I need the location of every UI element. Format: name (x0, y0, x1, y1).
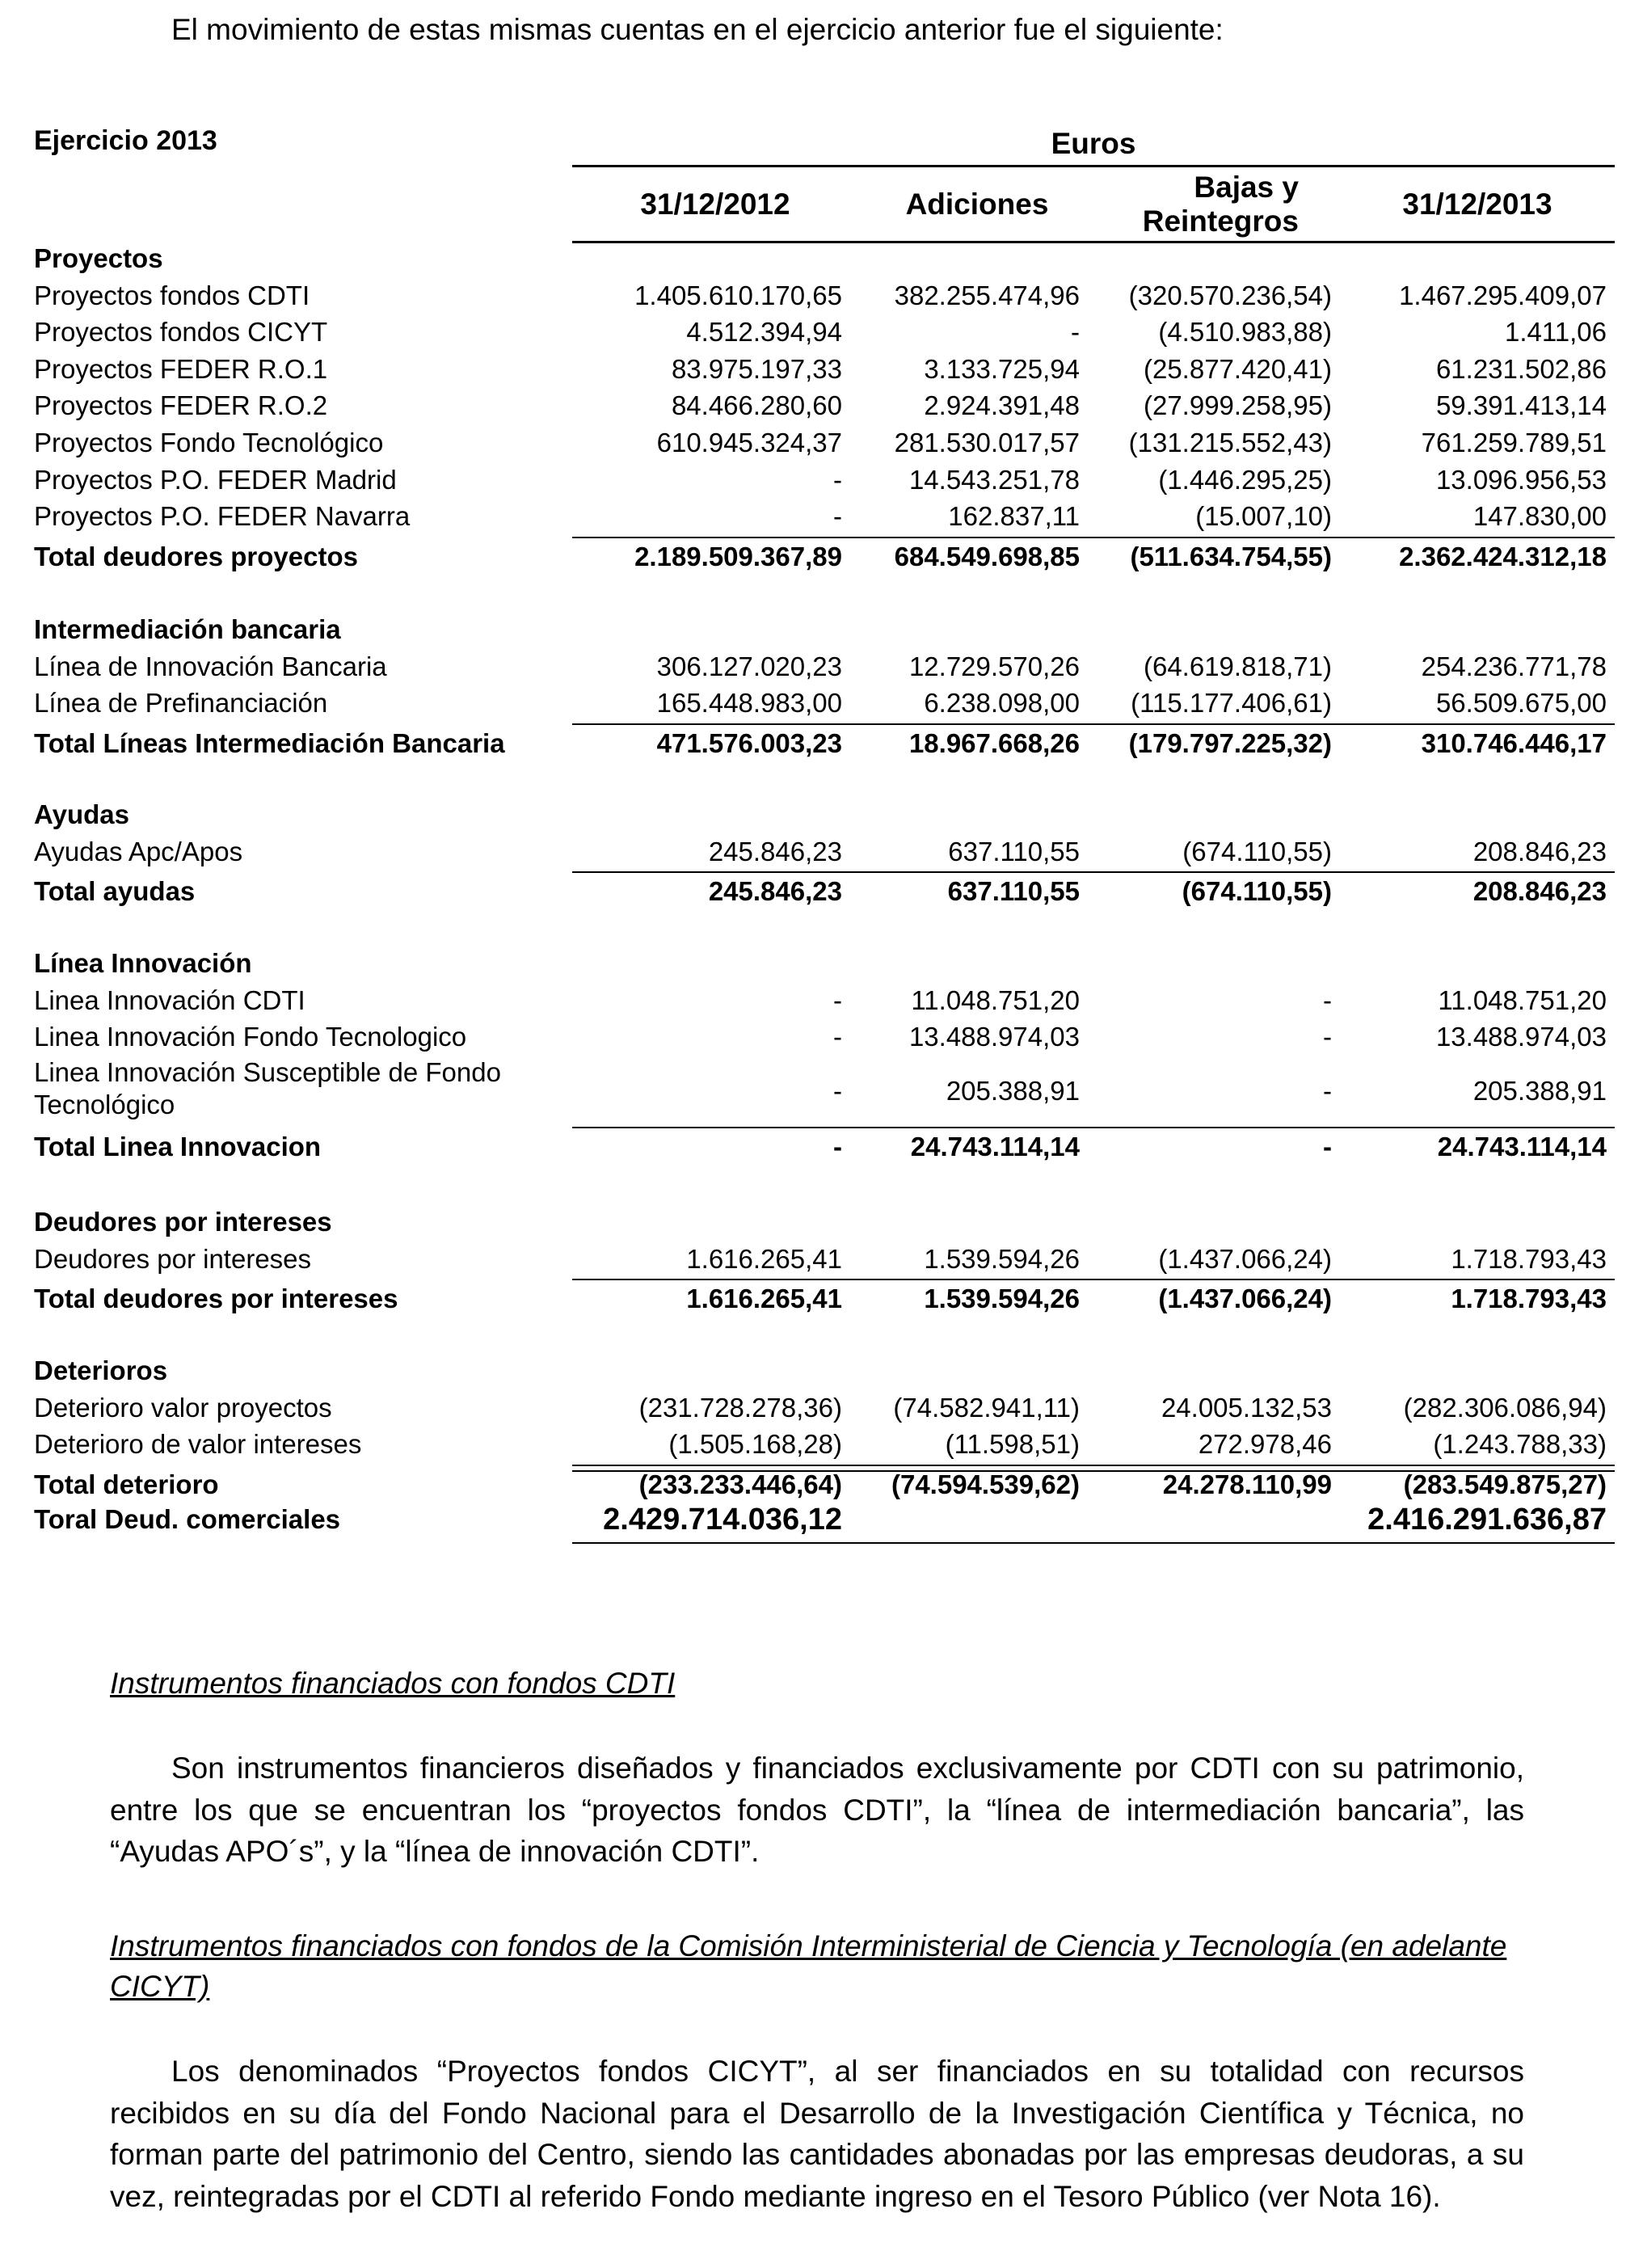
value-cell: 2.416.291.636,87 (1367, 1503, 1607, 1537)
table-row (0, 649, 1643, 685)
value-cell: - (1071, 317, 1080, 348)
value-cell: (511.634.754,55) (1130, 541, 1332, 571)
row-label: Total deudores proyectos (34, 541, 358, 571)
value-cell: 24.743.114,14 (1437, 1131, 1607, 1161)
value-cell: 471.576.003,23 (656, 727, 842, 758)
value-cell: (27.999.258,95) (1143, 390, 1332, 421)
section-text-cicyt: Los denominados “Proyectos fondos CICYT”, al ser financiados en su totalidad con recursos recibidos en su día del Fondo Nacional para el Desarrollo de la Investigación Científica y Técnica, no forman parte del patrimonio del Centro, siendo las cantidades abonadas por las empresas deudoras, a su vez, reintegradas por el CDTI al referido Fondo mediante ingreso en el Tesoro Público (ver Nota 16). (110, 2055, 1524, 2213)
column-header-31-12-2013: 31/12/2013 (1402, 188, 1552, 221)
value-cell: 6.238.098,00 (924, 688, 1080, 719)
value-cell: 245.846,23 (708, 836, 842, 866)
value-cell: 2.429.714.036,12 (603, 1503, 842, 1537)
value-cell: 14.543.251,78 (908, 464, 1080, 495)
value-cell: - (833, 501, 842, 532)
section-text-cdti: Son instrumentos financieros diseñados y financiados exclusivamente por CDTI con su patrimonio, entre los que se encuentran los “proyectos fondos CDTI”, la “línea de intermediación bancaria”, las “Ayudas APO´s”, y la “línea de innovación CDTI”. (110, 1752, 1524, 1868)
value-cell: 2.924.391,48 (924, 390, 1080, 421)
row-label: Proyectos Fondo Tecnológico (34, 428, 384, 457)
value-cell: 637.110,55 (948, 836, 1080, 866)
row-label: Total deterioro (34, 1469, 219, 1499)
value-cell: 610.945.324,37 (656, 428, 842, 457)
value-cell: (283.549.875,27) (1403, 1469, 1607, 1499)
row-label: Proyectos P.O. FEDER Madrid (34, 464, 397, 495)
value-cell: 11.048.751,20 (1438, 984, 1607, 1015)
value-cell: 13.488.974,03 (1435, 1022, 1607, 1052)
column-header-31-12-2012: 31/12/2012 (640, 188, 790, 221)
value-cell: (25.877.420,41) (1143, 353, 1332, 384)
grand-total-rule (572, 1542, 1615, 1544)
total-row (0, 726, 1643, 761)
row-label: Deterioros (34, 1355, 168, 1385)
table-row (0, 388, 1643, 424)
value-cell: - (833, 1131, 842, 1161)
value-cell: 18.967.668,26 (908, 727, 1080, 758)
value-cell: (674.110,55) (1182, 876, 1332, 907)
section-heading (0, 612, 1643, 647)
value-cell: 1.616.265,41 (686, 1243, 842, 1274)
value-cell: 1.539.594,26 (924, 1284, 1080, 1314)
value-cell: 4.512.394,94 (686, 317, 842, 348)
subtotal-rule (572, 1279, 1615, 1280)
value-cell: 1.718.793,43 (1451, 1284, 1607, 1314)
table-row (0, 499, 1643, 534)
value-cell: - (1323, 984, 1332, 1015)
value-cell: 684.549.698,85 (894, 541, 1080, 571)
subtotal-rule (572, 1127, 1615, 1128)
section-heading (0, 797, 1643, 833)
table-row (0, 278, 1643, 314)
row-label: Total Líneas Intermediación Bancaria (34, 727, 505, 758)
value-cell: 205.388,91 (1472, 1075, 1607, 1106)
total-row (0, 874, 1643, 909)
value-cell: 165.448.983,00 (656, 688, 842, 719)
value-cell (1096, 1502, 1332, 1537)
row-label: Proyectos (34, 243, 163, 273)
section-heading (0, 946, 1643, 981)
value-cell: (74.582.941,11) (893, 1392, 1080, 1423)
value-cell: 1.718.793,43 (1451, 1243, 1607, 1274)
value-cell: 147.830,00 (1472, 501, 1607, 532)
row-label: Línea Innovación (34, 948, 252, 978)
value-cell: (1.437.066,24) (1158, 1243, 1332, 1274)
table-row (0, 1019, 1643, 1055)
table-row (0, 314, 1643, 350)
value-cell: 637.110,55 (947, 876, 1080, 907)
value-cell: 306.127.020,23 (656, 651, 842, 681)
value-cell: - (1323, 1131, 1332, 1161)
value-cell: 310.746.446,17 (1421, 727, 1607, 758)
currency-rule (572, 165, 1615, 167)
value-cell: 281.530.017,57 (894, 428, 1080, 457)
value-cell: 56.509.675,00 (1435, 688, 1607, 719)
row-label: Proyectos FEDER R.O.2 (34, 390, 328, 421)
table-row (0, 462, 1643, 498)
value-cell: 382.255.474,96 (894, 280, 1080, 310)
table-row (0, 425, 1643, 461)
value-cell: - (833, 464, 842, 495)
value-cell: 11.048.751,20 (911, 984, 1080, 1015)
total-row (0, 1129, 1643, 1165)
value-cell (858, 1502, 1080, 1537)
row-label: Linea Innovación CDTI (34, 984, 305, 1015)
row-label: Proyectos fondos CDTI (34, 280, 310, 310)
table-row (0, 1390, 1643, 1426)
value-cell: - (1323, 1022, 1332, 1052)
row-label: Linea Innovación Fondo Tecnologico (34, 1022, 467, 1052)
value-cell: 254.236.771,78 (1421, 651, 1607, 681)
value-cell: (1.446.295,25) (1158, 464, 1332, 495)
row-label: Toral Deud. comerciales (34, 1504, 341, 1534)
table-row (0, 1241, 1643, 1277)
value-cell: 24.005.132,53 (1161, 1392, 1332, 1423)
value-cell: 245.846,23 (708, 876, 842, 907)
section-heading (0, 241, 1643, 276)
value-cell: 2.362.424.312,18 (1399, 541, 1607, 571)
table-row (0, 983, 1643, 1018)
value-cell: (4.510.983,88) (1158, 317, 1332, 348)
value-cell: (11.598,51) (945, 1429, 1080, 1460)
value-cell: (231.728.278,36) (638, 1392, 842, 1423)
section-heading-cdti: Instrumentos financiados con fondos CDTI (110, 1667, 676, 1700)
value-cell: (1.505.168,28) (668, 1429, 842, 1460)
total-row (0, 539, 1643, 575)
row-label: Total Linea Innovacion (34, 1131, 322, 1161)
value-cell: (1.243.788,33) (1433, 1429, 1607, 1460)
value-cell: 272.978,46 (1198, 1429, 1332, 1460)
value-cell: 205.388,91 (946, 1075, 1080, 1106)
value-cell: (233.233.446,64) (638, 1469, 842, 1499)
value-cell: 61.231.502,86 (1435, 353, 1607, 384)
value-cell: (1.437.066,24) (1158, 1284, 1332, 1314)
value-cell: (64.619.818,71) (1143, 651, 1332, 681)
value-cell: - (833, 1075, 842, 1106)
value-cell: 2.189.509.367,89 (634, 541, 842, 571)
value-cell: 1.405.610.170,65 (634, 280, 842, 310)
currency-header: Euros (1051, 127, 1136, 160)
row-label: Deterioro de valor intereses (34, 1429, 362, 1460)
value-cell: 162.837,11 (948, 501, 1080, 532)
row-label: Intermediación bancaria (34, 614, 341, 644)
value-cell: 24.743.114,14 (910, 1131, 1080, 1161)
value-cell: 208.846,23 (1472, 876, 1607, 907)
row-label: Deudores por intereses (34, 1207, 332, 1237)
table-row (0, 1427, 1643, 1462)
value-cell: (674.110,55) (1182, 836, 1332, 866)
value-cell: (74.594.539,62) (891, 1469, 1080, 1499)
grand-total-row (0, 1502, 1643, 1537)
row-label: Deterioro valor proyectos (34, 1392, 332, 1423)
subtotal-rule (572, 723, 1615, 725)
value-cell: 1.616.265,41 (686, 1284, 842, 1314)
row-label: Total deudores por intereses (34, 1284, 398, 1314)
row-label: Total ayudas (34, 876, 196, 907)
section-heading (0, 1204, 1643, 1240)
intro-text: El movimiento de estas mismas cuentas en el ejercicio anterior fue el siguiente: (171, 13, 1224, 46)
row-label: Línea de Prefinanciación (34, 688, 328, 719)
table-row (0, 685, 1643, 721)
value-cell: - (833, 1022, 842, 1052)
value-cell: 12.729.570,26 (908, 651, 1080, 681)
value-cell: (131.215.552,43) (1128, 428, 1332, 457)
table-row (0, 834, 1643, 870)
value-cell: 761.259.789,51 (1421, 428, 1607, 457)
column-header-adiciones: Adiciones (905, 188, 1049, 221)
row-label: Proyectos FEDER R.O.1 (34, 353, 328, 384)
value-cell: - (833, 984, 842, 1015)
subtotal-rule (572, 871, 1615, 873)
row-label: Proyectos P.O. FEDER Navarra (34, 501, 411, 532)
total-row (0, 1467, 1643, 1503)
section-heading-cicyt: Instrumentos financiados con fondos de la Comisión Interministerial de Ciencia y Tecnología (en adelante CICYT) (110, 1929, 1507, 2003)
value-cell: 208.846,23 (1472, 836, 1607, 866)
total-row (0, 1281, 1643, 1317)
column-header-bajas-reintegros: Bajas y Reintegros (1142, 171, 1299, 238)
row-label: Ayudas Apc/Apos (34, 836, 243, 866)
value-cell: 13.096.956,53 (1435, 464, 1607, 495)
table-row (0, 352, 1643, 387)
row-label: Proyectos fondos CICYT (34, 317, 328, 348)
value-cell: (15.007,10) (1195, 501, 1332, 532)
value-cell: 83.975.197,33 (671, 353, 842, 384)
value-cell: 13.488.974,03 (908, 1022, 1080, 1052)
value-cell: 24.278.110,99 (1162, 1469, 1332, 1499)
value-cell: (115.177.406,61) (1131, 688, 1332, 719)
subtotal-rule (572, 537, 1615, 538)
table-title: Ejercicio 2013 (34, 125, 217, 156)
table-row (0, 1056, 1643, 1126)
value-cell: 59.391.413,14 (1435, 390, 1607, 421)
value-cell: (179.797.225,32) (1128, 727, 1332, 758)
value-cell: 1.539.594,26 (924, 1243, 1080, 1274)
value-cell: (320.570.236,54) (1128, 280, 1332, 310)
row-label: Deudores por intereses (34, 1243, 312, 1274)
value-cell: 3.133.725,94 (924, 353, 1080, 384)
value-cell: - (1323, 1075, 1332, 1106)
value-cell: (282.306.086,94) (1403, 1392, 1607, 1423)
row-label: Línea de Innovación Bancaria (34, 651, 387, 681)
value-cell: 1.411,06 (1504, 317, 1607, 348)
value-cell: 1.467.295.409,07 (1399, 280, 1607, 310)
row-label: Ayudas (34, 799, 129, 829)
section-heading (0, 1353, 1643, 1389)
row-label: Linea Innovación Susceptible de Fondo Tecnológico (34, 1056, 501, 1119)
value-cell: 84.466.280,60 (671, 390, 842, 421)
